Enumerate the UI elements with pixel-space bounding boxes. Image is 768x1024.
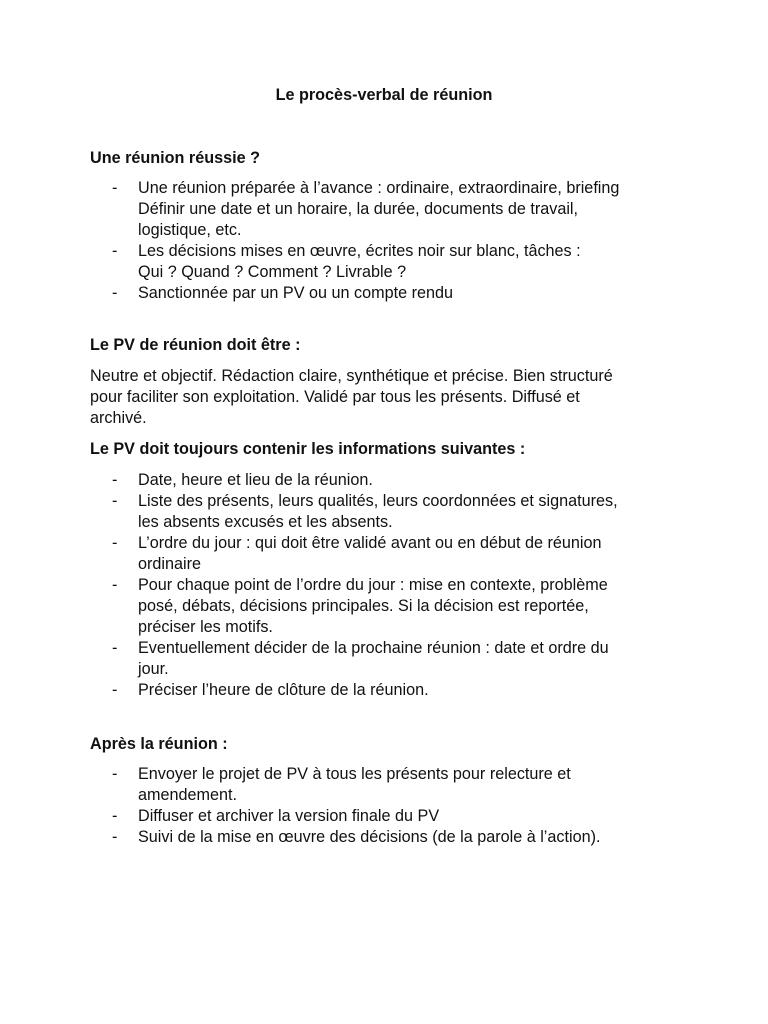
- bullet-dash: -: [112, 828, 118, 846]
- list-item-line: Une réunion préparée à l’avance : ordinaire, extraordinaire, briefing: [138, 179, 620, 197]
- list-item: [112, 575, 682, 638]
- list-item: [112, 241, 682, 283]
- list-item-line: posé, débats, décisions principales. Si la décision est reportée,: [138, 597, 589, 615]
- bullet-dash: -: [112, 765, 118, 783]
- bullet-dash: -: [112, 284, 118, 302]
- document-title: Le procès-verbal de réunion: [275, 86, 493, 104]
- list-item-line: Pour chaque point de l’ordre du jour : mise en contexte, problème: [138, 576, 608, 594]
- bullet-list-reunion-reussie: [112, 178, 682, 304]
- bullet-dash: -: [112, 807, 118, 825]
- list-item-line: ordinaire: [138, 555, 201, 573]
- bullet-list-informations: [112, 470, 682, 701]
- list-item: [112, 638, 682, 680]
- list-item-line: jour.: [138, 660, 169, 678]
- list-item-line: Diffuser et archiver la version finale du PV: [138, 807, 440, 825]
- paragraph-line: Neutre et objectif. Rédaction claire, synthétique et précise. Bien structuré: [90, 367, 613, 385]
- list-item-line: Date, heure et lieu de la réunion.: [138, 471, 373, 489]
- list-item-line: amendement.: [138, 786, 237, 804]
- list-item: [112, 533, 682, 575]
- bullet-dash: -: [112, 492, 118, 510]
- section-heading-pv-doit-etre: Le PV de réunion doit être :: [90, 336, 301, 354]
- list-item-line: Préciser l’heure de clôture de la réunion.: [138, 681, 429, 699]
- list-item: [112, 491, 682, 533]
- paragraph-line: pour faciliter son exploitation. Validé par tous les présents. Diffusé et: [90, 388, 580, 406]
- list-item-line: Suivi de la mise en œuvre des décisions (de la parole à l’action).: [138, 828, 601, 846]
- list-item-line: Sanctionnée par un PV ou un compte rendu: [138, 284, 453, 302]
- list-item-line: préciser les motifs.: [138, 618, 273, 636]
- list-item: [112, 827, 682, 848]
- list-item-line: Qui ? Quand ? Comment ? Livrable ?: [138, 263, 407, 281]
- list-item-line: Envoyer le projet de PV à tous les présents pour relecture et: [138, 765, 571, 783]
- paragraph-pv-qualites: [90, 366, 690, 429]
- bullet-dash: -: [112, 179, 118, 197]
- paragraph-line: archivé.: [90, 409, 147, 427]
- section-heading-reunion-reussie: Une réunion réussie ?: [90, 149, 261, 167]
- section-heading-apres-reunion: Après la réunion :: [90, 735, 228, 753]
- list-item: [112, 178, 682, 241]
- bullet-dash: -: [112, 471, 118, 489]
- bullet-dash: -: [112, 639, 118, 657]
- list-item-line: Les décisions mises en œuvre, écrites noir sur blanc, tâches :: [138, 242, 581, 260]
- list-item-line: Eventuellement décider de la prochaine réunion : date et ordre du: [138, 639, 609, 657]
- list-item: [112, 470, 682, 491]
- bullet-dash: -: [112, 576, 118, 594]
- list-item-line: Liste des présents, leurs qualités, leurs coordonnées et signatures,: [138, 492, 618, 510]
- list-item-line: L’ordre du jour : qui doit être validé avant ou en début de réunion: [138, 534, 602, 552]
- bullet-dash: -: [112, 242, 118, 260]
- bullet-list-apres-reunion: [112, 764, 682, 848]
- section-heading-informations: Le PV doit toujours contenir les informations suivantes :: [90, 440, 526, 458]
- list-item: [112, 680, 682, 701]
- list-item-line: les absents excusés et les absents.: [138, 513, 393, 531]
- bullet-dash: -: [112, 681, 118, 699]
- list-item-line: Définir une date et un horaire, la durée, documents de travail,: [138, 200, 579, 218]
- list-item: [112, 283, 682, 304]
- bullet-dash: -: [112, 534, 118, 552]
- list-item: [112, 764, 682, 806]
- list-item: [112, 806, 682, 827]
- list-item-line: logistique, etc.: [138, 221, 242, 239]
